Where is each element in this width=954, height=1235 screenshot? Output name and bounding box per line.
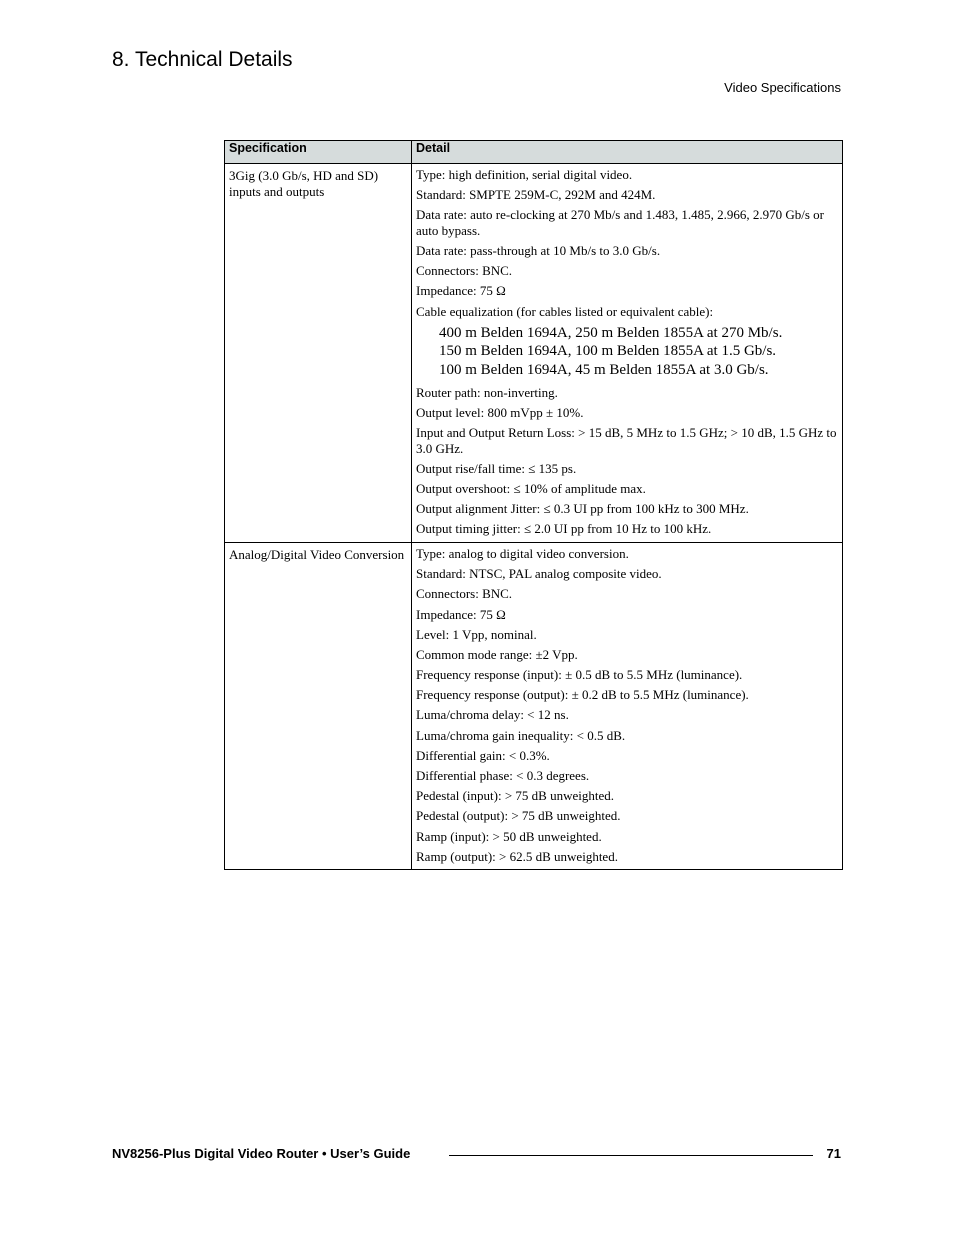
section-header: Video Specifications bbox=[724, 80, 841, 95]
detail-line: Type: high definition, serial digital video. bbox=[416, 167, 633, 182]
detail-line: Data rate: pass-through at 10 Mb/s to 3.0 Gb/s. bbox=[416, 243, 661, 259]
footer-title: NV8256-Plus Digital Video Router • User’s Guide bbox=[112, 1146, 411, 1161]
cable-length-item: 150 m Belden 1694A, 100 m Belden 1855A at 1.5 Gb/s. bbox=[439, 343, 777, 360]
table-row bbox=[225, 542, 843, 869]
detail-line: Differential phase: < 0.3 degrees. bbox=[416, 768, 590, 783]
detail-line: Type: analog to digital video conversion. bbox=[416, 545, 629, 561]
detail-line: Output timing jitter: ≤ 2.0 UI pp from 10 Hz to 100 kHz. bbox=[416, 521, 712, 537]
footer-divider bbox=[449, 1155, 813, 1156]
detail-line: Frequency response (output): ± 0.2 dB to 5.5 MHz (luminance). bbox=[416, 687, 749, 703]
detail-line: Data rate: auto re-clocking at 270 Mb/s and 1.483, 1.485, 2.966, 2.970 Gb/s or auto bypass. bbox=[416, 207, 824, 238]
detail-line: Ramp (output): > 62.5 dB unweighted. bbox=[416, 848, 618, 864]
detail-line: Impedance: 75 Ω bbox=[416, 283, 506, 299]
detail-line: Cable equalization (for cables listed or equivalent cable): bbox=[416, 303, 714, 319]
spec-table bbox=[224, 140, 843, 870]
spec-detail-analog-digital bbox=[412, 542, 843, 869]
detail-line: Level: 1 Vpp, nominal. bbox=[416, 626, 537, 642]
column-header-detail: Detail bbox=[412, 141, 843, 164]
column-header-specification: Specification bbox=[225, 141, 412, 164]
detail-line: Input and Output Return Loss: > 15 dB, 5 MHz to 1.5 GHz; > 10 dB, 1.5 GHz to 3.0 GHz. bbox=[416, 425, 837, 456]
detail-line: Connectors: BNC. bbox=[416, 586, 513, 602]
detail-line: Pedestal (output): > 75 dB unweighted. bbox=[416, 808, 621, 824]
detail-line: Standard: NTSC, PAL analog composite video. bbox=[416, 566, 662, 582]
chapter-title: 8. Technical Details bbox=[112, 48, 293, 71]
detail-line: Differential gain: < 0.3%. bbox=[416, 747, 550, 763]
detail-line: Luma/chroma delay: < 12 ns. bbox=[416, 707, 569, 723]
page-number: 71 bbox=[826, 1146, 841, 1161]
spec-name-analog-digital: Analog/Digital Video Conversion bbox=[225, 542, 412, 869]
detail-line: Connectors: BNC. bbox=[416, 263, 513, 279]
detail-line: Output alignment Jitter: ≤ 0.3 UI pp from 100 kHz to 300 MHz. bbox=[416, 501, 749, 517]
detail-line: Pedestal (input): > 75 dB unweighted. bbox=[416, 788, 614, 804]
table-header-row bbox=[225, 141, 843, 164]
detail-line: Frequency response (input): ± 0.5 dB to 5.5 MHz (luminance). bbox=[416, 667, 743, 683]
detail-line: Ramp (input): > 50 dB unweighted. bbox=[416, 828, 602, 844]
spec-detail-3gig bbox=[412, 164, 843, 543]
detail-line: Common mode range: ±2 Vpp. bbox=[416, 646, 578, 662]
spec-name-3gig: 3Gig (3.0 Gb/s, HD and SD) inputs and outputs bbox=[225, 164, 412, 543]
detail-line: Output rise/fall time: ≤ 135 ps. bbox=[416, 460, 577, 476]
table-row bbox=[225, 164, 843, 543]
detail-line: Impedance: 75 Ω bbox=[416, 606, 506, 622]
cable-length-item: 400 m Belden 1694A, 250 m Belden 1855A at 270 Mb/s. bbox=[439, 324, 783, 341]
cable-length-list bbox=[416, 324, 838, 380]
cable-length-item: 100 m Belden 1694A, 45 m Belden 1855A at 3.0 Gb/s. bbox=[439, 361, 769, 378]
detail-line: Standard: SMPTE 259M-C, 292M and 424M. bbox=[416, 187, 656, 203]
detail-line: Output level: 800 mVpp ± 10%. bbox=[416, 405, 584, 420]
detail-line: Router path: non-inverting. bbox=[416, 384, 558, 400]
detail-line: Luma/chroma gain inequality: < 0.5 dB. bbox=[416, 727, 626, 743]
detail-line: Output overshoot: ≤ 10% of amplitude max. bbox=[416, 481, 646, 497]
